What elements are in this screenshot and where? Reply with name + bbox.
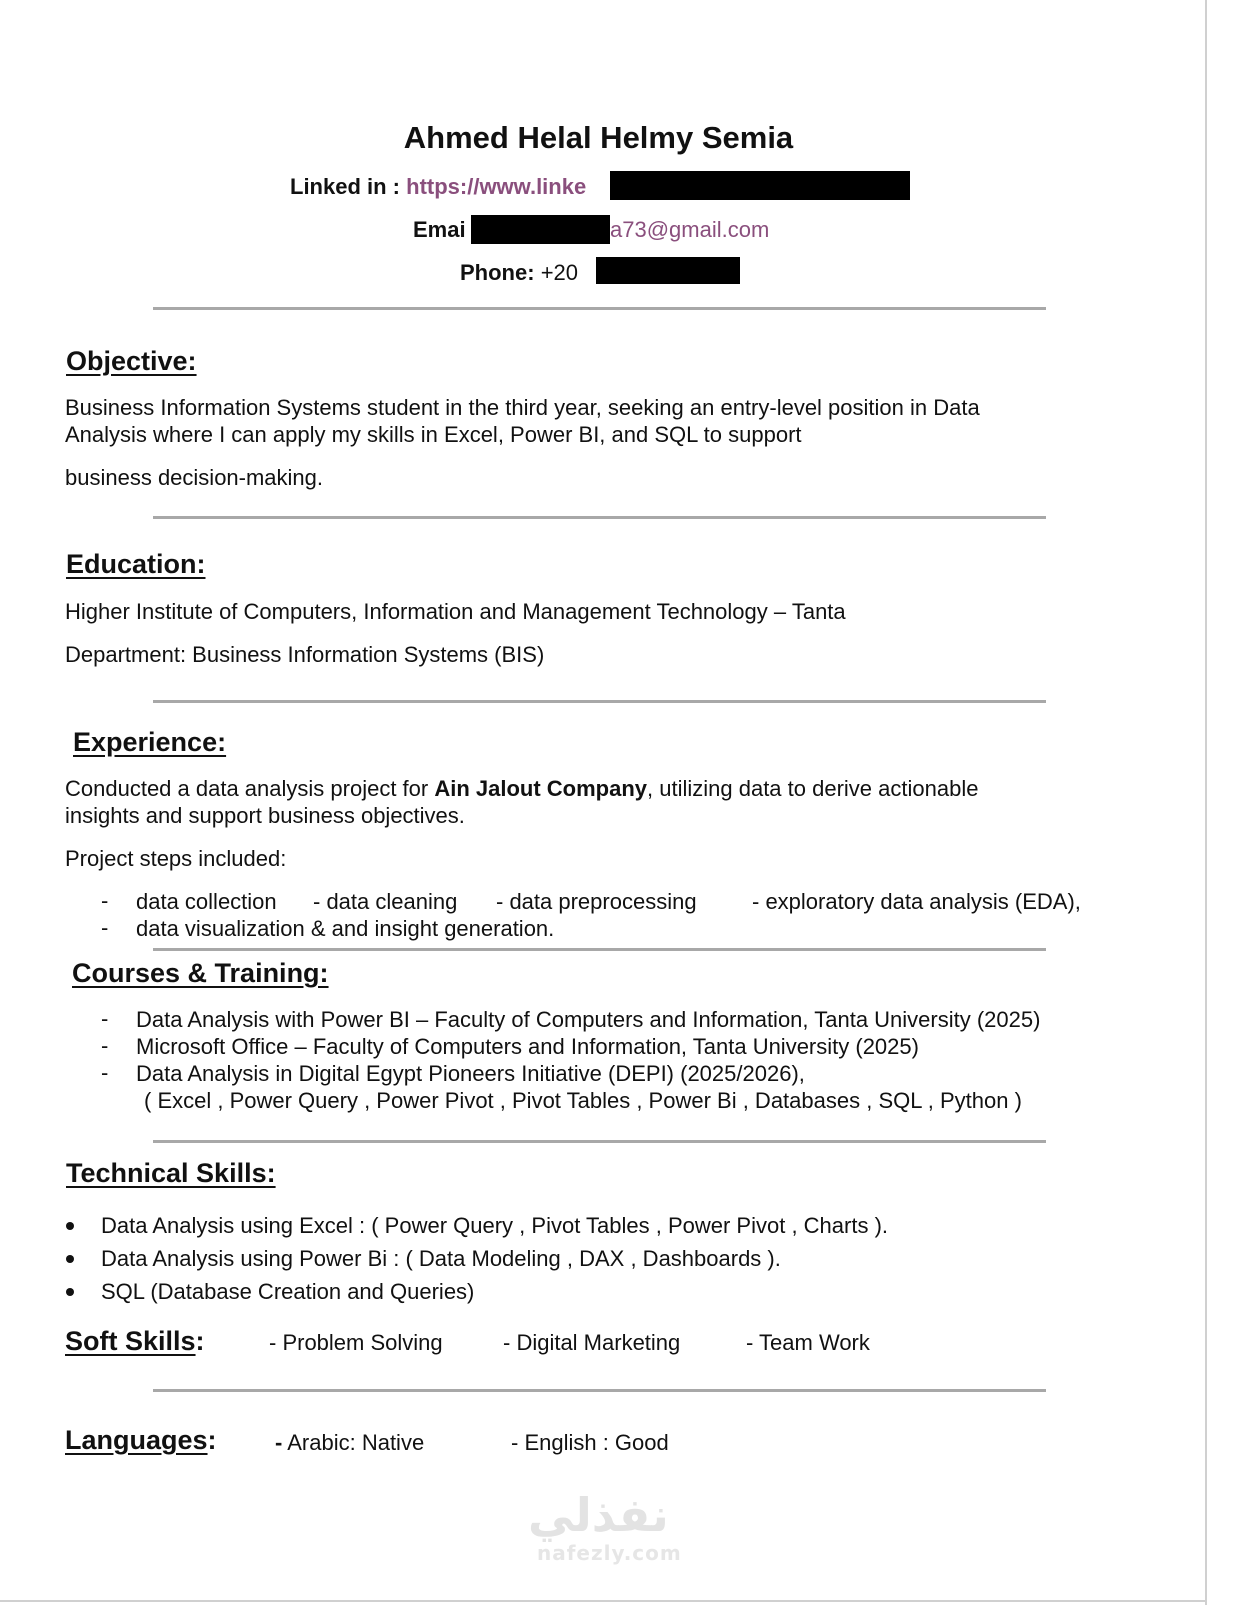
soft-skills-title: Soft Skills xyxy=(65,1326,196,1356)
project-step: - data cleaning xyxy=(313,889,458,914)
languages-title: Languages xyxy=(65,1425,208,1455)
languages-heading xyxy=(65,1425,217,1456)
section-divider xyxy=(153,1140,1046,1143)
course-item: Data Analysis with Power BI – Faculty of Computers and Information, Tanta University (2025) xyxy=(136,1007,1041,1032)
section-divider xyxy=(153,516,1046,519)
project-step: data visualization & and insight generation. xyxy=(136,916,555,941)
objective-text: Business Information Systems student in the third year, seeking an entry-level position in Data xyxy=(65,395,980,420)
linkedin-label: Linked in : xyxy=(290,174,400,199)
watermark-url: nafezly.com xyxy=(537,1541,682,1565)
skill-item: Data Analysis using Excel : ( Power Query , Pivot Tables , Power Pivot , Charts ). xyxy=(101,1213,889,1238)
bullet-icon xyxy=(66,1255,74,1263)
list-dash: - xyxy=(101,888,109,913)
soft-skills-heading xyxy=(65,1326,205,1357)
soft-skill: - Team Work xyxy=(746,1330,870,1355)
education-heading: Education: xyxy=(66,549,206,579)
section-divider xyxy=(153,307,1046,310)
languages-colon: : xyxy=(207,1425,217,1455)
objective-heading: Objective: xyxy=(66,346,197,376)
section-divider xyxy=(153,1389,1046,1392)
objective-text: business decision-making. xyxy=(65,465,324,490)
linkedin-link[interactable]: https://www.linke xyxy=(406,174,587,199)
email-line xyxy=(413,217,466,243)
experience-intro: Conducted a data analysis project for xyxy=(65,776,435,801)
project-step: - data preprocessing xyxy=(496,889,697,914)
soft-skills-colon: : xyxy=(195,1326,205,1356)
list-dash: - xyxy=(101,1060,109,1085)
linkedin-line xyxy=(290,174,586,200)
course-item: Data Analysis in Digital Egypt Pioneers Initiative (DEPI) (2025/2026), xyxy=(136,1061,805,1086)
bullet-icon xyxy=(66,1288,74,1296)
page-edge xyxy=(0,1600,1207,1602)
section-divider xyxy=(153,948,1046,951)
language-english: - English : Good xyxy=(511,1430,669,1455)
candidate-name: Ahmed Helal Helmy Semia xyxy=(403,120,794,155)
course-tools: ( Excel , Power Query , Power Pivot , Pivot Tables , Power Bi , Databases , SQL , Python ) xyxy=(144,1088,1022,1113)
section-divider xyxy=(153,700,1046,703)
email-label: Emai xyxy=(413,217,466,242)
list-dash: - xyxy=(101,915,109,940)
redaction-bar xyxy=(596,257,740,284)
page-edge xyxy=(1205,0,1207,1605)
experience-text xyxy=(65,775,978,802)
objective-text: Analysis where I can apply my skills in Excel, Power BI, and SQL to support xyxy=(65,422,802,447)
redaction-bar xyxy=(610,171,910,200)
bullet-icon xyxy=(66,1222,74,1230)
project-step: data collection xyxy=(136,889,277,914)
soft-skill: - Problem Solving xyxy=(269,1330,443,1355)
skill-item: SQL (Database Creation and Queries) xyxy=(101,1279,475,1304)
courses-heading: Courses & Training: xyxy=(72,958,329,988)
redaction-bar xyxy=(471,215,610,244)
project-step: - exploratory data analysis (EDA), xyxy=(752,889,1081,914)
education-institution: Higher Institute of Computers, Information and Management Technology – Tanta xyxy=(65,599,846,624)
watermark-logo: نفذلي xyxy=(528,1488,669,1542)
experience-heading: Experience: xyxy=(73,727,227,757)
company-name: Ain Jalout Company xyxy=(434,776,648,801)
language-arabic-text: Arabic: Native xyxy=(287,1430,425,1455)
soft-skill: - Digital Marketing xyxy=(503,1330,681,1355)
phone-value: +20 xyxy=(540,260,579,285)
language-arabic xyxy=(275,1429,424,1456)
list-dash: - xyxy=(101,1033,109,1058)
list-dash: - xyxy=(275,1430,283,1455)
project-steps-label: Project steps included: xyxy=(65,846,287,871)
course-item: Microsoft Office – Faculty of Computers and Information, Tanta University (2025) xyxy=(136,1034,919,1059)
technical-skills-heading: Technical Skills: xyxy=(66,1158,276,1188)
experience-text: insights and support business objectives. xyxy=(65,803,465,828)
experience-intro-end: , utilizing data to derive actionable xyxy=(647,776,979,801)
skill-item: Data Analysis using Power Bi : ( Data Modeling , DAX , Dashboards ). xyxy=(101,1246,781,1271)
phone-label: Phone: xyxy=(460,260,535,285)
list-dash: - xyxy=(101,1006,109,1031)
education-department: Department: Business Information Systems (BIS) xyxy=(65,642,545,667)
phone-line xyxy=(460,260,578,286)
email-link[interactable]: a73@gmail.com xyxy=(610,217,770,242)
